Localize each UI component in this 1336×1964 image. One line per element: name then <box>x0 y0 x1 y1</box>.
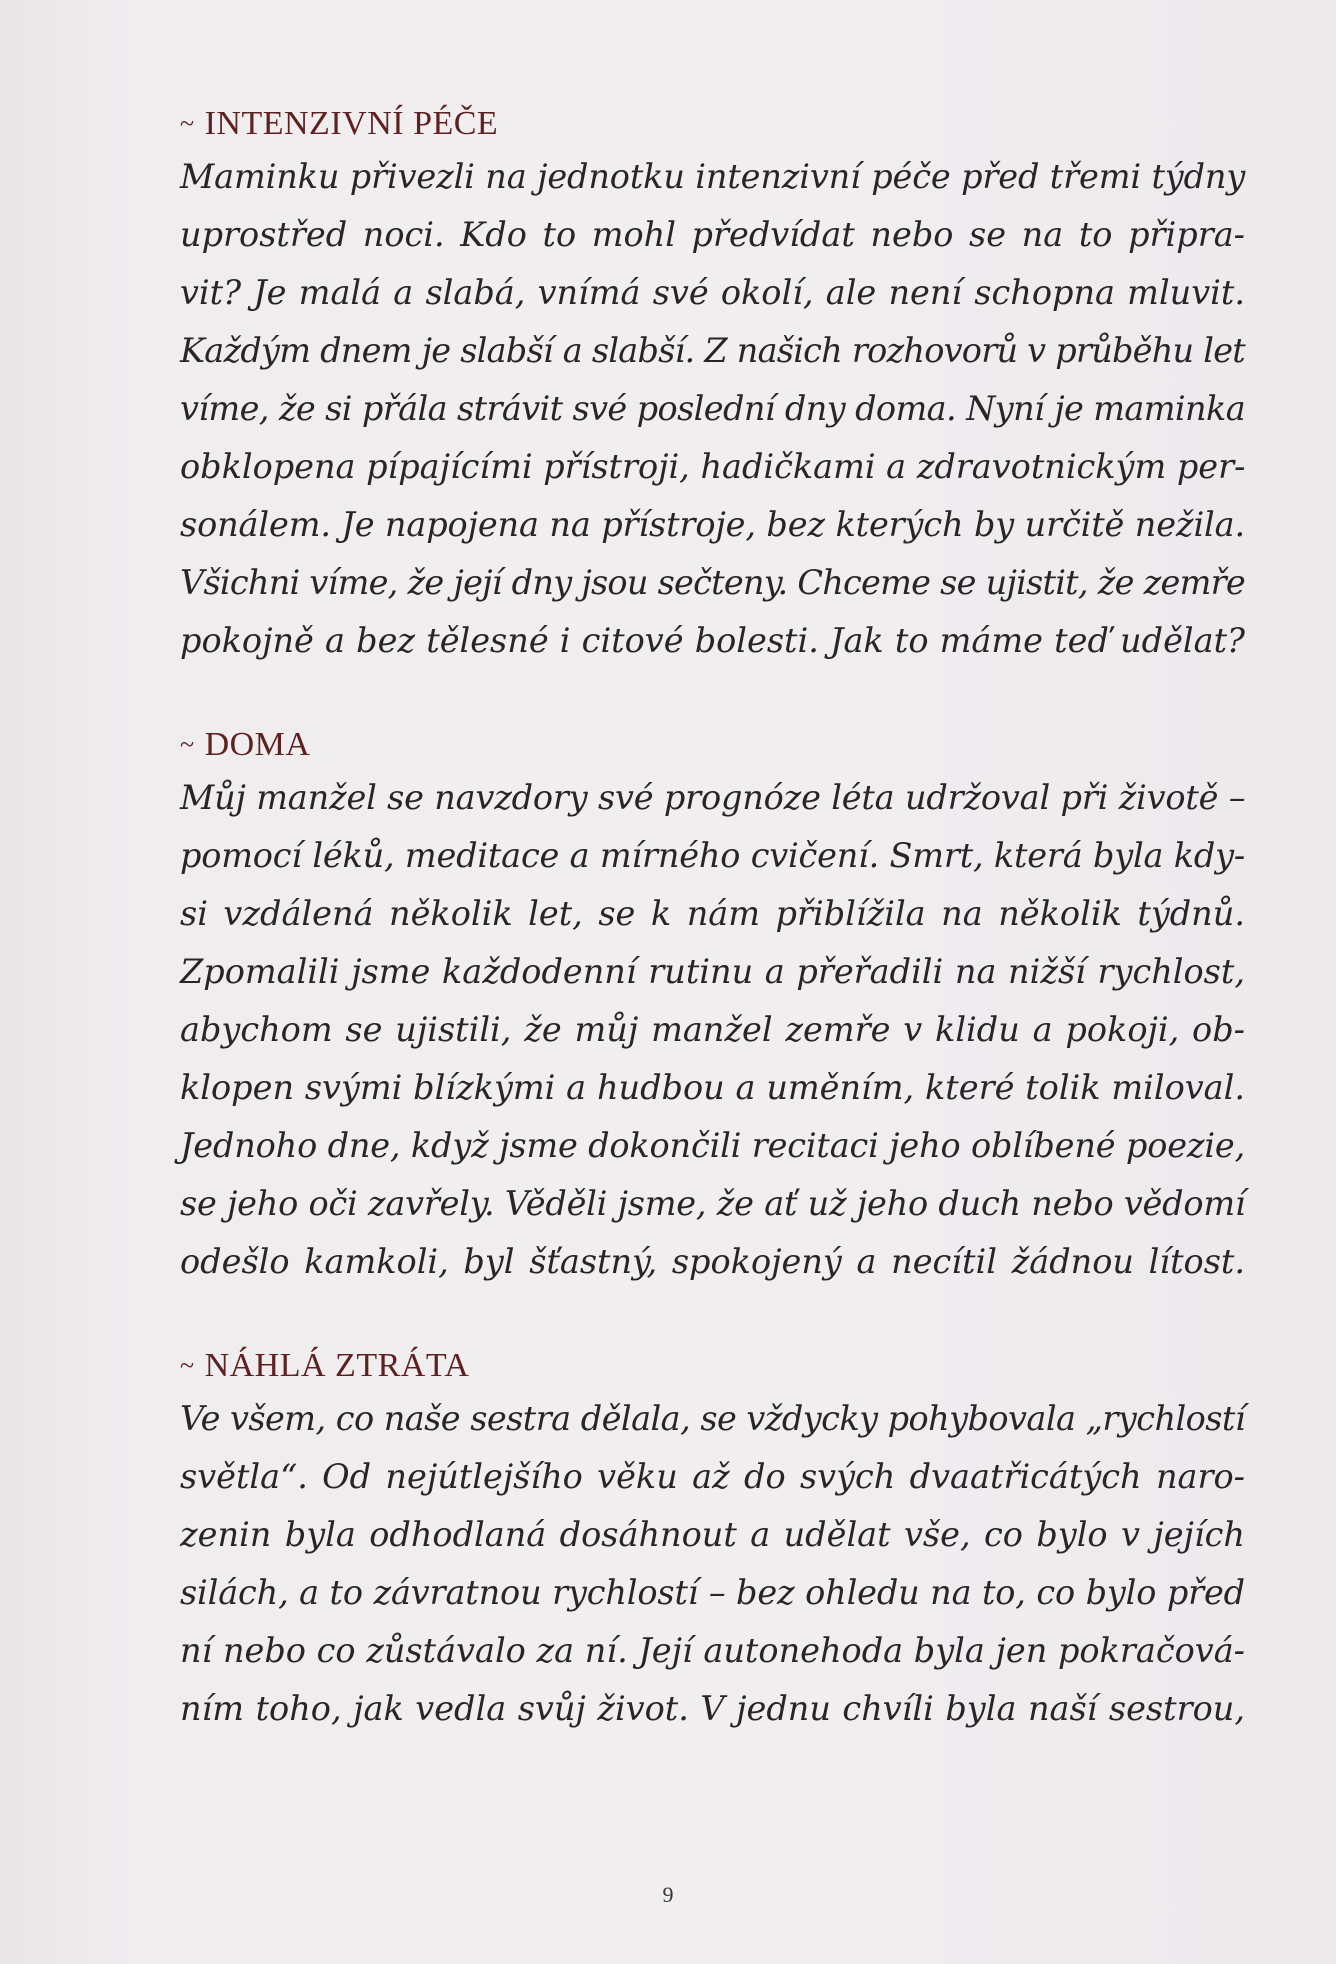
text-line: pomocí léků, meditace a mírného cvičení. Smrt, která byla kdy- <box>180 836 1245 875</box>
section-sudden-loss <box>180 1342 1245 1738</box>
section-heading-text: DOMA <box>204 726 311 763</box>
text-line: ní nebo co zůstávalo za ní. Její autonehoda byla jen pokračová- <box>180 1631 1245 1670</box>
section-heading-text: INTENZIVNÍ PÉČE <box>204 105 499 142</box>
text-line: Maminku přivezli na jednotku intenzivní péče před třemi týdny <box>180 157 1246 196</box>
text-line: uprostřed noci. Kdo to mohl předvídat nebo se na to připra- <box>180 215 1245 254</box>
text-line: světla“. Od nejútlejšího věku až do svých dvaatřicátých naro- <box>180 1457 1245 1496</box>
text-line: obklopena pípajícími přístroji, hadičkami a zdravotnickým per- <box>180 447 1246 486</box>
page-content <box>180 100 1245 1789</box>
section-home <box>180 721 1245 1291</box>
section-body <box>180 769 1245 1291</box>
text-line: si vzdálená několik let, se k nám přiblížila na několik týdnů. <box>180 894 1245 933</box>
section-body <box>180 1390 1245 1738</box>
text-line: pokojně a bez tělesné i citové bolesti. Jak to máme teď udělat? <box>180 621 1245 660</box>
text-line: Všichni víme, že její dny jsou sečteny. Chceme se ujistit, že zemře <box>180 563 1245 602</box>
text-line: klopen svými blízkými a hudbou a uměním, které tolik miloval. <box>180 1068 1245 1107</box>
text-line: Zpomalili jsme každodenní rutinu a přeřadili na nižší rychlost, <box>180 952 1245 991</box>
tilde-mark: ~ <box>180 109 195 138</box>
tilde-mark: ~ <box>180 730 195 759</box>
text-line: silách, a to závratnou rychlostí – bez ohledu na to, co bylo před <box>180 1573 1245 1612</box>
text-line: sonálem. Je napojena na přístroje, bez kterých by určitě nežila. <box>180 505 1245 544</box>
text-line: zenin byla odhodlaná dosáhnout a udělat vše, co bylo v jejích <box>180 1515 1245 1554</box>
section-heading <box>180 1342 1245 1390</box>
text-line: Ve všem, co naše sestra dělala, se vždycky pohybovala „rychlostí <box>180 1399 1245 1438</box>
section-heading <box>180 100 1245 148</box>
text-line: Každým dnem je slabší a slabší. Z našich rozhovorů v průběhu let <box>180 331 1245 370</box>
section-body <box>180 148 1245 670</box>
section-heading <box>180 721 1245 769</box>
section-intensive-care <box>180 100 1245 670</box>
text-line: Můj manžel se navzdory své prognóze léta udržoval při životě – <box>180 778 1246 817</box>
text-line: vit? Je malá a slabá, vnímá své okolí, ale není schopna mluvit. <box>180 273 1245 312</box>
text-line: Jednoho dne, když jsme dokončili recitaci jeho oblíbené poezie, <box>180 1126 1246 1165</box>
text-line: abychom se ujistili, že můj manžel zemře v klidu a pokoji, ob- <box>180 1010 1245 1049</box>
section-heading-text: NÁHLÁ ZTRÁTA <box>204 1347 470 1384</box>
text-line: se jeho oči zavřely. Věděli jsme, že ať už jeho duch nebo vědomí <box>180 1184 1246 1223</box>
text-line: víme, že si přála strávit své poslední dny doma. Nyní je maminka <box>180 389 1246 428</box>
tilde-mark: ~ <box>180 1351 195 1380</box>
text-line: odešlo kamkoli, byl šťastný, spokojený a necítil žádnou lítost. <box>180 1242 1245 1281</box>
text-line: ním toho, jak vedla svůj život. V jednu chvíli byla naší sestrou, <box>180 1689 1245 1728</box>
page-number: 9 <box>662 1882 674 1907</box>
